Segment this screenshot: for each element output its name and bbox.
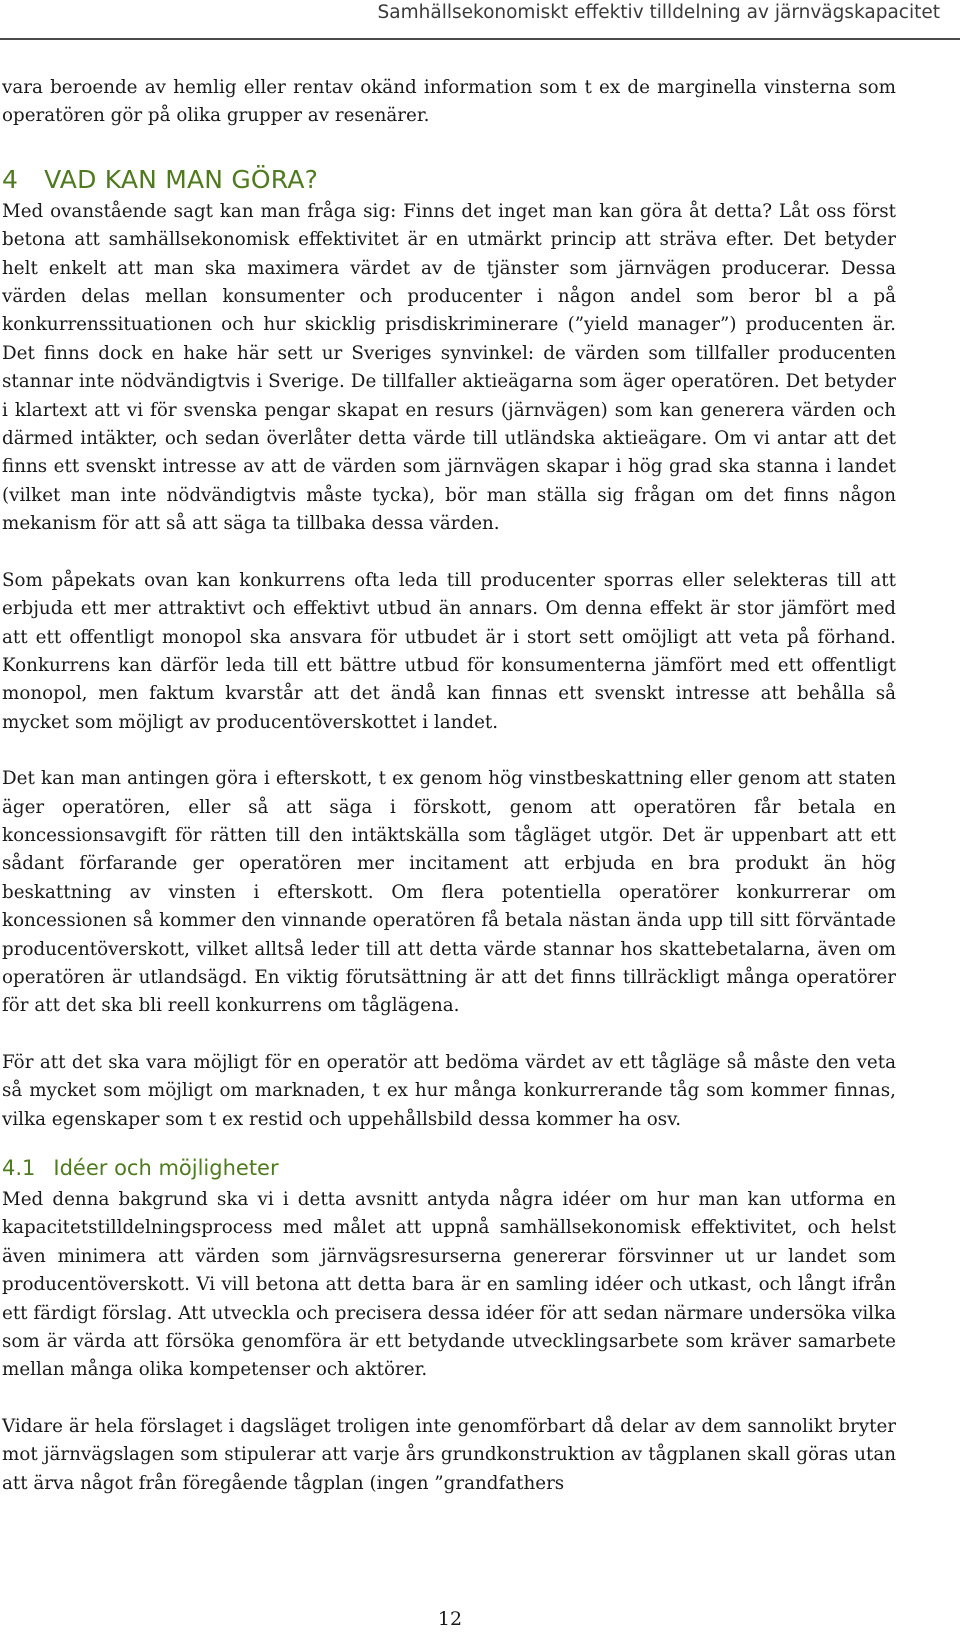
body-paragraph-2: Som påpekats ovan kan konkurrens ofta leda till producenter sporras eller selekteras till att erbjuda ett mer attraktivt och effektivt utbud än annars. Om denna effekt är stor jämfört med att ett offentligt monopol ska ansvara för utbudet är i stort sett omöjligt att veta på förhand. Konkurrens kan därför leda till ett bättre utbud för konsumenterna jämfört med ett offentligt monopol, men faktum kvarstår att det ändå kan finnas ett svenskt intresse att behålla så mycket som möjligt av producentöverskottet i landet. (2, 569, 896, 733)
body-paragraph-5: Med denna bakgrund ska vi i detta avsnitt antyda några idéer om hur man kan utforma en kapacitetstilldelningsprocess med målet att uppnå samhällsekonomisk effektivitet, och helst även minimera att värden som järnvägsresurserna genererar försvinner ut ur landet som producentöverskott. Vi vill betona att detta bara är en samling idéer och utkast, och långt ifrån ett färdigt förslag. Att utveckla och precisera dessa idéer för att sedan närmare undersöka vilka som är värda att försöka genomföra är ett betydande utvecklingsarbete som kräver samarbete mellan många olika kompetenser och aktörer. (2, 1189, 896, 1381)
intro-paragraph: vara beroende av hemlig eller rentav okänd information som t ex de marginella vinsterna som operatören gör på olika grupper av resenärer. (2, 77, 896, 127)
header-divider (0, 38, 960, 40)
section-title: VAD KAN MAN GÖRA? (44, 164, 319, 194)
subsection-title: Idéer och möjligheter (53, 1156, 279, 1180)
page-number: 12 (437, 1608, 463, 1630)
section-number: 4 (2, 164, 19, 194)
running-header: Samhällsekonomiskt effektiv tilldelning av järnvägskapacitet (377, 2, 940, 23)
body-paragraph-3: Det kan man antingen göra i efterskott, t ex genom hög vinstbeskattning eller genom att staten äger operatören, eller så att säga i förskott, genom att operatören får betala en koncessionsavgift för rätten till den intäktskälla som tågläget utgör. Det är uppenbart att ett sådant förfarande ger operatören mer incitament att erbjuda en bra produkt än hög beskattning av vinsten i efterskott. Om flera potentiella operatörer konkurrerar om koncessionen så kommer den vinnande operatören få betala nästan ända upp till sitt förväntade producentöverskott, vilket alltså leder till att detta värde stannar hos skattebetalarna, även om operatören är utlandsägd. En viktig förutsättning är att det finns tillräckligt många operatörer för att det ska bli reell konkurrens om tåglägena. (2, 768, 896, 1017)
section-heading-4 (2, 165, 896, 194)
body-paragraph-4: För att det ska vara möjligt för en operatör att bedöma värdet av ett tågläge så måste den veta så mycket som möjligt om marknaden, t ex hur många konkurrerande tåg som kommer finnas, vilka egenskaper som t ex restid och uppehållsbild dessa kommer ha osv. (2, 1051, 896, 1130)
subsection-number: 4.1 (2, 1156, 36, 1180)
body-paragraph-6: Vidare är hela förslaget i dagsläget troligen inte genomförbart då delar av dem sannolikt bryter mot järnvägslagen som stipulerar att varje års grundkonstruktion av tågplanen skall göras utan att ärva något från föregående tågplan (ingen ”grandfathers (2, 1415, 896, 1494)
page-body (2, 74, 896, 1498)
body-paragraph-1: Med ovanstående sagt kan man fråga sig: Finns det inget man kan göra åt detta? Låt oss först betona att samhällsekonomisk effektivitet är en utmärkt princip att sträva efter. Det betyder helt enkelt att man ska maximera värdet av de tjänster som järnvägen producerar. Dessa värden delas mellan konsumenter och producenter i någon andel som beror bl a på konkurrenssituationen och hur skicklig prisdiskriminerare (”yield manager”) producenten är. Det finns dock en hake här sett ur Sveriges synvinkel: de värden som tillfaller producenten stannar inte nödvändigtvis i Sverige. De tillfaller aktieägarna som äger operatören. Det betyder i klartext att vi för svenska pengar skapat en resurs (järnvägen) som kan generera värden och därmed intäkter, och sedan överlåter detta värde till utländska aktieägare. Om vi antar att det finns ett svenskt intresse av att de värden som järnvägen skapar i hög grad ska stanna i landet (vilket man inte nödvändigtvis måste tycka), bör man ställa sig frågan om det finns någon mekanism för att så att säga ta tillbaka dessa värden. (2, 200, 896, 535)
section-heading-4-1 (2, 1156, 896, 1180)
